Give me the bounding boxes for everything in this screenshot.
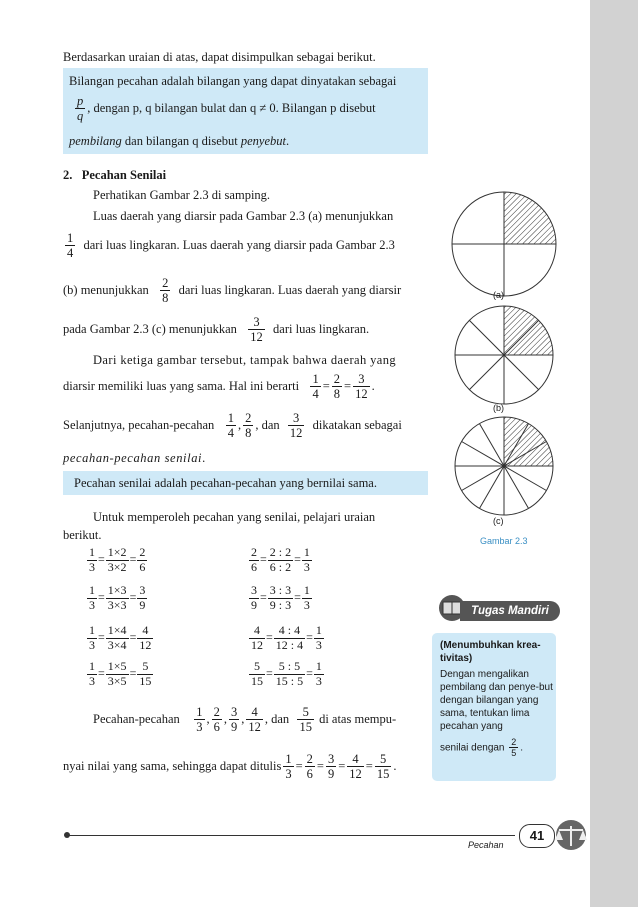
fraction-1-4: $\frac{1}{4}$ [67, 231, 74, 261]
equation-left-1: $\frac{1}{3}$ = $\frac{1\times 2}{3\times 2}$ = $\frac{2}{6}$ [89, 545, 146, 574]
eq-frac-2-8: $\frac{2}{8}$ [333, 372, 340, 402]
para-3: $\frac{1}{4}$ dari luas lingkaran. Luas daerah yang diarsir pada Gambar 2.3 [67, 231, 395, 261]
equivalent-definition-box: Pecahan senilai adalah pecahan-pecahan yang bernilai sama. [63, 471, 428, 495]
para-10: Untuk memperoleh pecahan yang senilai, pelajari uraian [93, 510, 376, 524]
footer-chapter: Pecahan [468, 840, 504, 850]
list-frac-2-8: $\frac{2}{8}$ [245, 411, 252, 441]
eq-frac-1-4: $\frac{1}{4}$ [312, 372, 319, 402]
para-2: Luas daerah yang diarsir pada Gambar 2.3 (a) menunjukkan [93, 209, 394, 223]
para-7: diarsir memiliki luas yang sama. Hal ini berarti $\frac{1}{4}$ = $\frac{2}{8}$ = $\frac{3}{12}$ . [63, 372, 375, 402]
para-12: Pecahan-pecahan $\frac{1}{3}$ , $\frac{2}{6}$ , $\frac{3}{9}$ , $\frac{4}{12}$ , dan $\frac{5}{15}$ di atas mempu- [93, 705, 397, 735]
page-number: 41 [519, 824, 555, 848]
equation-left-2: $\frac{1}{3}$ = $\frac{1\times 3}{3\times 3}$ = $\frac{3}{9}$ [89, 583, 146, 612]
tugas-last-line: senilai dengan $\frac{2}{5}$ . [440, 737, 524, 759]
eq-frac-3-12: $\frac{3}{12}$ [355, 372, 368, 402]
definition-box [63, 68, 428, 154]
equation-right-1: $\frac{2}{6}$ = $\frac{2 : 2}{6 : 2}$ = $\frac{1}{3}$ [251, 545, 310, 574]
list-frac-1-4: $\frac{1}{4}$ [227, 411, 234, 441]
equation-right-3: $\frac{4}{12}$ = $\frac{4 : 4}{12 : 4}$ = $\frac{1}{3}$ [251, 623, 322, 652]
equation-right-4: $\frac{5}{15}$ = $\frac{5 : 5}{15 : 5}$ = $\frac{1}{3}$ [251, 659, 322, 688]
section-heading: 2. Pecahan Senilai [63, 168, 167, 182]
tugas-mandiri-banner [432, 599, 560, 625]
footer-dot [64, 832, 70, 838]
fraction-2-8: $\frac{2}{8}$ [162, 276, 169, 306]
circle-figure-b [452, 303, 556, 407]
equation-left-3: $\frac{1}{3}$ = $\frac{1\times 4}{3\times 4}$ = $\frac{4}{12}$ [89, 623, 152, 652]
para-5: pada Gambar 2.3 (c) menunjukkan $\frac{3}{12}$ dari luas lingkaran. [63, 315, 370, 345]
page-side-band [590, 0, 638, 907]
para-13: nyai nilai yang sama, sehingga dapat ditulis $\frac{1}{3}$ = $\frac{2}{6}$ = $\frac{3}{9}$ = $\frac{4}{12}$ = $\frac{5}{15}$ . [63, 752, 397, 782]
para-9: pecahan-pecahan senilai. [63, 451, 206, 465]
circle-figure-c [452, 414, 556, 518]
para-4: (b) menunjukkan $\frac{2}{8}$ dari luas lingkaran. Luas daerah yang diarsir [63, 276, 402, 306]
circle-figure-a [448, 188, 560, 300]
list-frac-3-12: $\frac{3}{12}$ [289, 411, 303, 441]
equation-right-2: $\frac{3}{9}$ = $\frac{3 : 3}{9 : 3}$ = $\frac{1}{3}$ [251, 583, 310, 612]
def-line3: pembilang dan bilangan q disebut penyebut. [69, 134, 290, 148]
figure-caption: Gambar 2.3 [480, 536, 528, 546]
para-11: berikut. [63, 528, 102, 542]
figure-label-b: (b) [493, 403, 504, 413]
para-6: Dari ketiga gambar tersebut, tampak bahwa daerah yang [93, 353, 397, 367]
footer-rule [67, 835, 515, 836]
para-8: Selanjutnya, pecahan-pecahan $\frac{1}{4}$ , $\frac{2}{8}$ , dan $\frac{3}{12}$ dikatakan sebagai [63, 411, 402, 441]
def-line1: Bilangan pecahan adalah bilangan yang dapat dinyatakan sebagai [69, 74, 397, 88]
tugas-mandiri-box [432, 633, 556, 781]
tugas-heading: (Menumbuhkan krea-tivitas) [440, 640, 541, 664]
fraction-p-q: $\frac{p}{q}$ [77, 94, 84, 124]
figure-label-a: (a) [493, 290, 504, 300]
fraction-3-12: $\frac{3}{12}$ [250, 315, 263, 345]
tugas-mandiri-title: Tugas Mandiri [460, 601, 560, 621]
equation-left-4: $\frac{1}{3}$ = $\frac{1\times 5}{3\times 5}$ = $\frac{5}{15}$ [89, 659, 152, 688]
intro-text: Berdasarkan uraian di atas, dapat disimpulkan sebagai berikut. [63, 50, 376, 64]
para-1: Perhatikan Gambar 2.3 di samping. [93, 188, 271, 202]
def-line2: $\frac{p}{q}$ , dengan p, q bilangan bulat dan q ≠ 0. Bilangan p disebut [77, 94, 376, 124]
figure-label-c: (c) [493, 516, 504, 526]
scale-icon [553, 818, 589, 852]
tugas-body: Dengan mengalikan pembilang dan penye-but dengan bilangan yang sama, tentukan lima pecahan yang [440, 669, 553, 732]
